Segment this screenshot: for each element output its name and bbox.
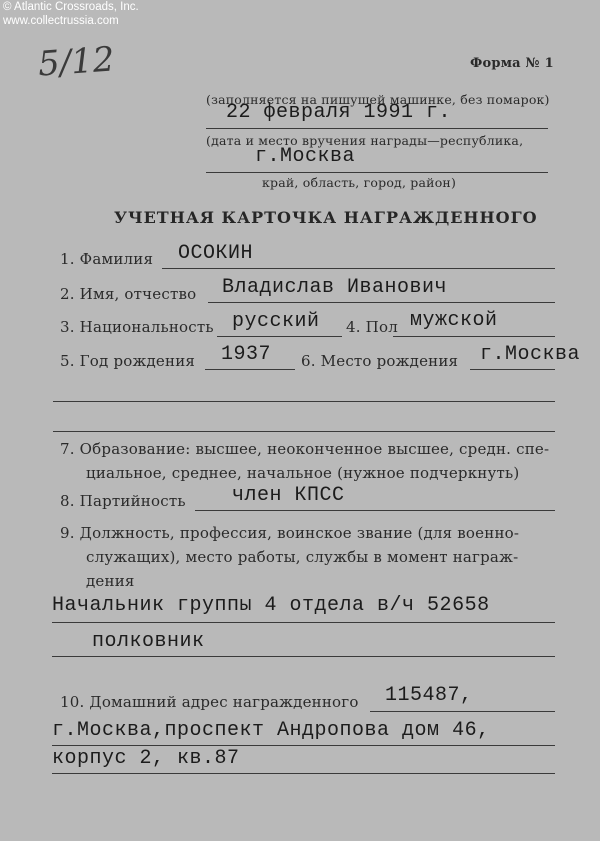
address-line-1 <box>370 711 555 712</box>
party-line <box>195 510 555 511</box>
surname-value: ОСОКИН <box>178 242 254 265</box>
party-label: 8. Партийность <box>60 492 186 510</box>
watermark <box>0 0 142 28</box>
education-label-1: 7. Образование: высшее, неоконченное высшее, средн. спе- <box>60 440 550 458</box>
nationality-value: русский <box>232 310 320 333</box>
position-label-2: служащих), место работы, службы в момент награж- <box>86 548 519 566</box>
position-label-3: дения <box>86 572 135 590</box>
position-value-1: Начальник группы 4 отдела в/ч 52658 <box>52 594 490 617</box>
sex-line <box>393 336 555 337</box>
position-label-1: 9. Должность, профессия, воинское звание (для военно- <box>60 524 520 542</box>
position-value-2: полковник <box>92 630 205 653</box>
birth-place-label: 6. Место рождения <box>301 352 459 370</box>
education-label-2: циальное, среднее, начальное (нужное подчеркнуть) <box>86 464 520 482</box>
award-date: 22 февраля 1991 г. <box>226 101 452 124</box>
handwritten-number: 5/12 <box>36 39 116 85</box>
party-value: член КПСС <box>232 484 345 507</box>
card-title: УЧЕТНАЯ КАРТОЧКА НАГРАЖДЕННОГО <box>114 208 538 227</box>
place-caption-2: край, область, город, район) <box>262 175 457 190</box>
watermark-line-1: © Atlantic Crossroads, Inc. <box>3 1 139 13</box>
sex-label: 4. Пол <box>346 318 398 336</box>
name-value: Владислав Иванович <box>222 276 448 299</box>
nationality-label: 3. Национальность <box>60 318 214 336</box>
award-city: г.Москва <box>255 145 356 168</box>
position-line-2 <box>52 656 555 657</box>
place-underline <box>206 172 548 173</box>
birth-place-line <box>470 369 555 370</box>
date-underline <box>206 128 548 129</box>
address-value-3: корпус 2, кв.87 <box>52 747 240 770</box>
watermark-line-2: www.collectrussia.com <box>3 15 119 27</box>
name-line <box>208 302 555 303</box>
fill-instructions: (заполняется на пишущей машинке, без помарок) <box>206 92 550 107</box>
form-number: Форма № 1 <box>470 56 554 71</box>
birth-year-line <box>205 369 295 370</box>
address-label: 10. Домашний адрес награжденного <box>60 693 359 711</box>
birth-place-value: г.Москва <box>480 343 581 366</box>
birth-year-value: 1937 <box>221 343 272 366</box>
name-label: 2. Имя, отчество <box>60 285 197 303</box>
blank-line-2 <box>53 431 555 432</box>
position-line-1 <box>52 622 555 623</box>
birth-year-label: 5. Год рождения <box>60 352 196 370</box>
place-caption-1: (дата и место вручения награды—республика, <box>206 133 524 148</box>
sex-value: мужской <box>410 309 498 332</box>
nationality-line <box>217 336 342 337</box>
address-value-2: г.Москва,проспект Андропова дом 46, <box>52 719 490 742</box>
address-value-1: 115487, <box>385 684 473 707</box>
surname-line <box>162 268 555 269</box>
blank-line-1 <box>53 401 555 402</box>
address-line-2 <box>52 745 555 746</box>
address-line-3 <box>52 773 555 774</box>
surname-label: 1. Фамилия <box>60 250 154 268</box>
